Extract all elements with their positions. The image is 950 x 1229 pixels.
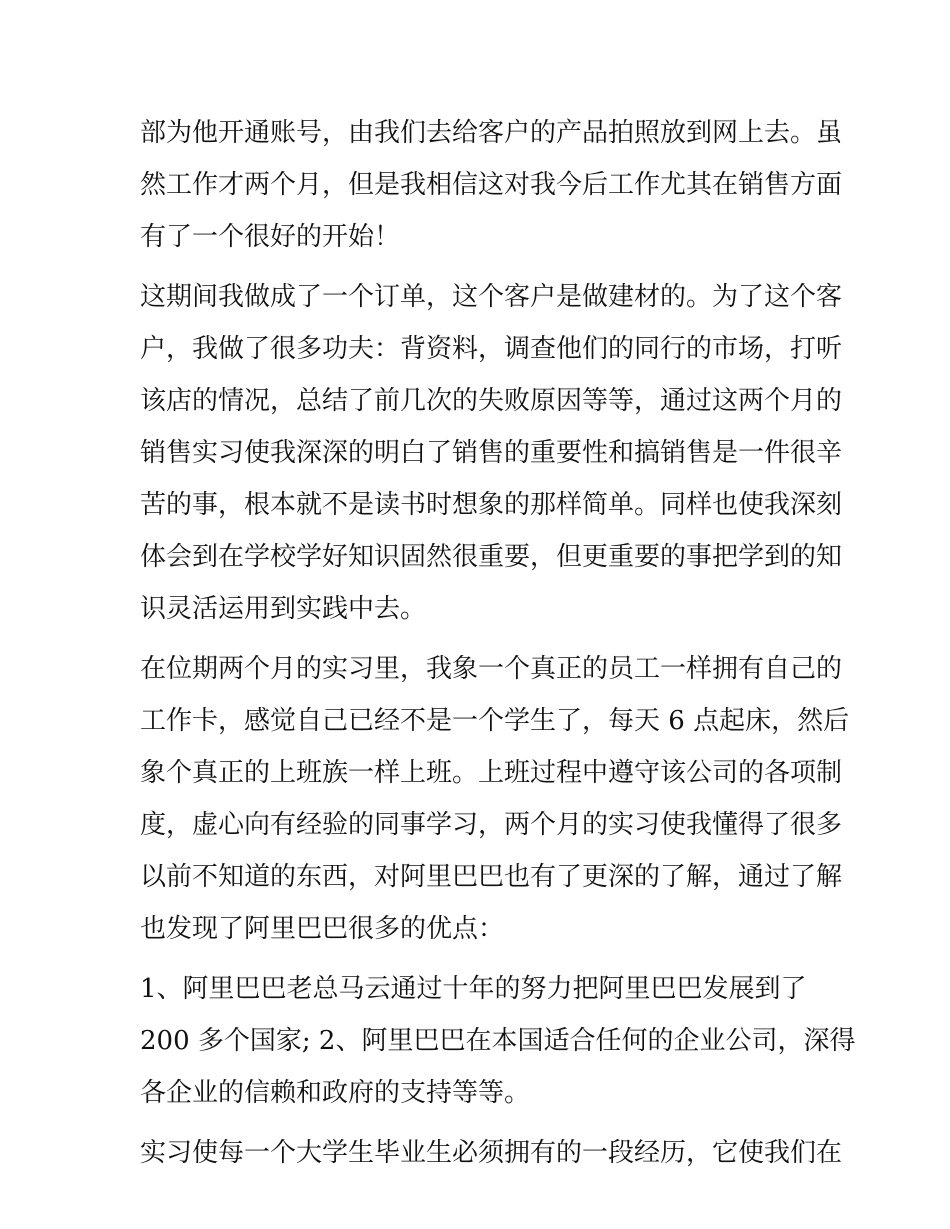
text-line: 识灵活运用到实践中去。 (140, 594, 427, 624)
paragraph (140, 643, 850, 955)
text-line: 在位期两个月的实习里，我象一个真正的员工一样拥有自己的 (140, 654, 843, 684)
text-line: 实习使每一个大学生毕业生必须拥有的一段经历，它使我们在 (140, 1138, 843, 1168)
text-line: 销售实习使我深深的明白了销售的重要性和搞销售是一件很辛 (140, 438, 843, 468)
text-line: 部为他开通账号，由我们去给客户的产品拍照放到网上去。虽 (140, 118, 843, 148)
text-line: 度，虚心向有经验的同事学习，两个月的实习使我懂得了很多 (140, 810, 843, 840)
text-line: 户，我做了很多功夫：背资料，调查他们的同行的市场，打听 (140, 334, 843, 364)
text-line: 工作卡，感觉自己已经不是一个学生了，每天 6 点起床，然后 (140, 706, 850, 736)
text-line: 该店的情况，总结了前几次的失败原因等等，通过这两个月的 (140, 386, 843, 416)
text-line: 体会到在学校学好知识固然很重要，但更重要的事把学到的知 (140, 542, 843, 572)
text-line: 1、阿里巴巴老总马云通过十年的努力把阿里巴巴发展到了 (140, 974, 807, 1004)
paragraph (140, 963, 856, 1119)
paragraph (140, 1127, 843, 1179)
text-line: 各企业的信赖和政府的支持等等。 (140, 1078, 531, 1108)
text-line: 也发现了阿里巴巴很多的优点： (140, 914, 505, 944)
text-line: 象个真正的上班族一样上班。上班过程中遵守该公司的各项制 (140, 758, 843, 788)
paragraph (140, 107, 843, 263)
paragraph (140, 271, 843, 635)
text-line: 有了一个很好的开始！ (140, 222, 401, 252)
text-line: 以前不知道的东西，对阿里巴巴也有了更深的了解，通过了解 (140, 862, 843, 892)
text-line: 200 多个国家; 2、阿里巴巴在本国适合任何的企业公司，深得 (140, 1026, 856, 1056)
document-page (140, 107, 856, 1179)
text-line: 苦的事，根本就不是读书时想象的那样简单。同样也使我深刻 (140, 490, 843, 520)
text-line: 这期间我做成了一个订单，这个客户是做建材的。为了这个客 (140, 282, 843, 312)
text-line: 然工作才两个月，但是我相信这对我今后工作尤其在销售方面 (140, 170, 843, 200)
